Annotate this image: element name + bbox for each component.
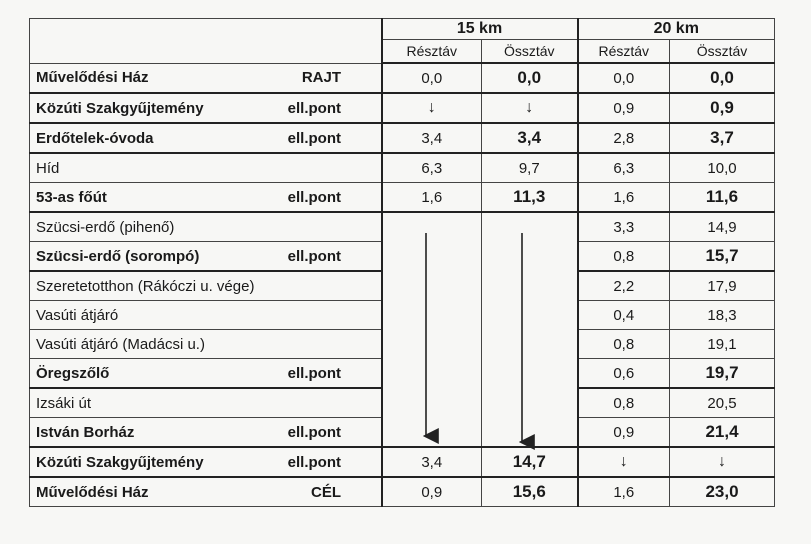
ossztav-15-cell: 14,7 [482,447,578,477]
place-name: Öregszőlő [36,364,110,382]
resztav-20-cell: ↓ [578,447,670,477]
ossztav-15-cell [482,301,578,330]
table-row [30,301,775,330]
resztav-20-cell: 2,2 [578,271,670,301]
group-15km-header: 15 km [382,19,578,40]
place-name: Szücsi-erdő (pihenő) [36,218,175,236]
table-row [30,153,775,183]
resztav-15-cell: ↓ [382,93,482,123]
place-cell [30,447,382,477]
ossztav-15-cell: 11,3 [482,183,578,213]
ossztav-15-cell: 0,0 [482,63,578,93]
resztav-20-cell: 2,8 [578,123,670,153]
place-cell [30,330,382,359]
ossztav-20-cell: 3,7 [670,123,775,153]
resztav-20-cell: 1,6 [578,183,670,213]
table-row [30,359,775,389]
place-name: Közúti Szakgyűjtemény [36,453,204,471]
ossztav-20-cell: 17,9 [670,271,775,301]
table-row [30,63,775,93]
place-cell [30,418,382,448]
place-cell [30,359,382,389]
ossztav-15-cell [482,418,578,448]
header-blank-cell [30,19,382,64]
ossztav-20-cell: 21,4 [670,418,775,448]
table-row [30,271,775,301]
place-name: Erdőtelek-óvoda [36,129,154,147]
distance-table [29,18,775,507]
place-cell [30,242,382,272]
place-name: Híd [36,159,60,177]
place-name: Művelődési Ház [36,483,149,501]
resztav-20-cell: 0,8 [578,388,670,418]
table-row [30,242,775,272]
resztav-15-cell: 3,4 [382,123,482,153]
header-row-groups [30,19,775,40]
place-name: Szeretetotthon (Rákóczi u. vége) [36,277,255,295]
ossztav-15-cell [482,359,578,389]
place-name: Szücsi-erdő (sorompó) [36,247,200,265]
ossztav-15-cell: 9,7 [482,153,578,183]
table-row [30,477,775,507]
resztav-15-cell: 6,3 [382,153,482,183]
col-20-ossztav: Össztáv [670,40,775,64]
resztav-15-cell [382,242,482,272]
table-row [30,183,775,213]
ossztav-20-cell: 15,7 [670,242,775,272]
table-row [30,388,775,418]
ossztav-20-cell: 19,1 [670,330,775,359]
table-row [30,418,775,448]
resztav-15-cell [382,301,482,330]
ossztav-15-cell [482,242,578,272]
place-name: István Borház [36,423,135,441]
place-name: 53-as főút [36,188,107,206]
resztav-15-cell: 3,4 [382,447,482,477]
ossztav-15-cell: 15,6 [482,477,578,507]
resztav-15-cell [382,212,482,242]
resztav-15-cell: 0,0 [382,63,482,93]
place-cell [30,93,382,123]
place-name: Közúti Szakgyűjtemény [36,99,204,117]
col-15-resztav: Résztáv [382,40,482,64]
resztav-15-cell [382,359,482,389]
ossztav-20-cell: 0,9 [670,93,775,123]
ossztav-20-cell: ↓ [670,447,775,477]
resztav-20-cell: 3,3 [578,212,670,242]
place-cell [30,63,382,93]
ossztav-20-cell: 20,5 [670,388,775,418]
place-cell [30,388,382,418]
resztav-15-cell [382,330,482,359]
table-row [30,330,775,359]
col-15-ossztav: Össztáv [482,40,578,64]
checkpoint-tag: ell.pont [287,364,341,382]
place-name: Izsáki út [36,394,92,412]
checkpoint-tag: ell.pont [287,247,341,265]
place-cell [30,153,382,183]
place-cell [30,271,382,301]
resztav-15-cell [382,271,482,301]
table-row [30,212,775,242]
checkpoint-tag: ell.pont [287,188,341,206]
resztav-15-cell: 0,9 [382,477,482,507]
resztav-20-cell: 0,6 [578,359,670,389]
resztav-20-cell: 0,9 [578,418,670,448]
resztav-20-cell: 0,8 [578,330,670,359]
ossztav-15-cell: 3,4 [482,123,578,153]
resztav-20-cell: 0,4 [578,301,670,330]
ossztav-20-cell: 19,7 [670,359,775,389]
checkpoint-tag: ell.pont [287,453,341,471]
resztav-20-cell: 6,3 [578,153,670,183]
resztav-20-cell: 0,8 [578,242,670,272]
table-row [30,447,775,477]
checkpoint-tag: RAJT [301,69,341,87]
ossztav-20-cell: 18,3 [670,301,775,330]
ossztav-15-cell [482,212,578,242]
checkpoint-tag: CÉL [311,483,341,501]
place-name: Vasúti átjáró [36,306,119,324]
ossztav-20-cell: 0,0 [670,63,775,93]
resztav-20-cell: 0,0 [578,63,670,93]
ossztav-20-cell: 23,0 [670,477,775,507]
ossztav-20-cell: 11,6 [670,183,775,213]
ossztav-20-cell: 10,0 [670,153,775,183]
resztav-15-cell: 1,6 [382,183,482,213]
place-cell [30,477,382,507]
resztav-20-cell: 0,9 [578,93,670,123]
place-name: Vasúti átjáró (Madácsi u.) [36,335,205,353]
place-cell [30,212,382,242]
ossztav-15-cell [482,271,578,301]
table-row [30,123,775,153]
checkpoint-tag: ell.pont [287,129,341,147]
place-cell [30,301,382,330]
ossztav-15-cell [482,330,578,359]
col-20-resztav: Résztáv [578,40,670,64]
resztav-15-cell [382,418,482,448]
table-row [30,93,775,123]
checkpoint-tag: ell.pont [287,423,341,441]
resztav-20-cell: 1,6 [578,477,670,507]
group-20km-header: 20 km [578,19,775,40]
place-name: Művelődési Ház [36,69,149,87]
ossztav-15-cell [482,388,578,418]
checkpoint-tag: ell.pont [287,99,341,117]
place-cell [30,123,382,153]
ossztav-15-cell: ↓ [482,93,578,123]
resztav-15-cell [382,388,482,418]
ossztav-20-cell: 14,9 [670,212,775,242]
place-cell [30,183,382,213]
